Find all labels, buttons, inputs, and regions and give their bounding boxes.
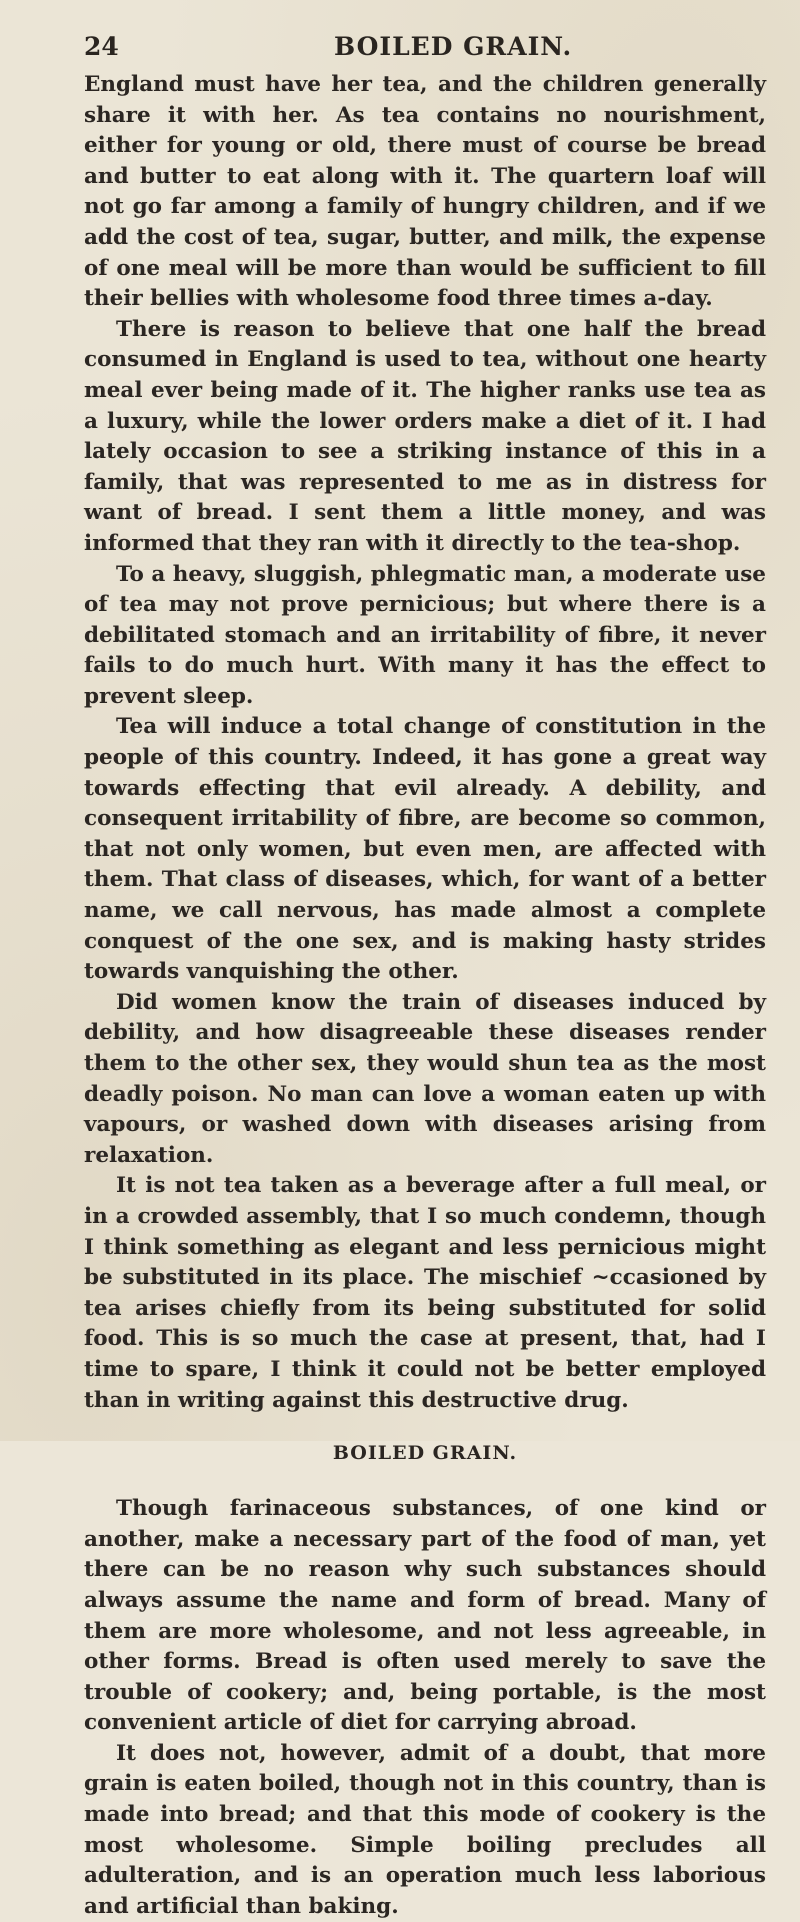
paragraph: It does not, however, admit of a doubt, that more grain is eaten boiled, though not in this country, than is made into bread; and that this mode of cookery is the most wholesome. Simple boiling precludes all adulteration, and is an operation much less laborious and artificial than baking.: [84, 1740, 766, 1919]
page-number: 24: [84, 32, 119, 61]
running-head: BOILED GRAIN.: [334, 32, 573, 61]
paragraph: Though farinaceous substances, of one kind or another, make a necessary part of the food of man, yet there can be no reason why such substances should always assume the name and form of bread. Many of them are more wholesome, and not less agreeable, in other forms. Bread is often used merely to save the trouble of cookery; and, being portable, is the most convenient article of diet for carrying abroad.: [84, 1496, 766, 1736]
paragraph: Did women know the train of diseases induced by debility, and how disagreeable these diseases render them to the other sex, they would shun tea as the most deadly poison. No man can love a woman eaten up with vapours, or washed down with diseases arising from relaxation.: [84, 989, 766, 1168]
page-header: [84, 32, 764, 62]
paragraph: To a heavy, sluggish, phlegmatic man, a moderate use of tea may not prove pernicious; but where there is a debilitated stomach and an irritability of fibre, it never fails to do much hurt. With many it has the effect to prevent sleep.: [84, 561, 766, 709]
body-text: [84, 70, 766, 1922]
section-heading: BOILED GRAIN.: [332, 1442, 518, 1465]
paragraph: There is reason to believe that one half the bread consumed in England is used to tea, without one hearty meal ever being made of it. The higher ranks use tea as a luxury, while the lower orders make a diet of it. I had lately occasion to see a striking instance of this in a family, that was represented to me as in distress for want of bread. I sent them a little money, and was informed that they ran with it directly to the tea-shop.: [84, 316, 766, 556]
paragraph: Tea will induce a total change of constitution in the people of this country. Indeed, it has gone a great way towards effecting that evil already. A debility, and consequent irritability of fibre, are become so common, that not only women, but even men, are affected with them. That class of diseases, which, for want of a better name, we call nervous, has made almost a complete conquest of the one sex, and is making hasty strides towards vanquishing the other.: [84, 714, 766, 985]
paragraph: It is not tea taken as a beverage after a full meal, or in a crowded assembly, that I so much condemn, though I think something as elegant and less pernicious might be substituted in its place. The mischief ~ccasioned by tea arises chiefly from its being substituted for solid food. This is so much the case at present, that, had I time to spare, I think it could not be better employed than in writing against this destructive drug.: [84, 1173, 766, 1413]
paragraph: England must have her tea, and the children generally share it with her. As tea contains no nourishment, either for young or old, there must of course be bread and butter to eat along with it. The quartern loaf will not go far among a family of hungry children, and if we add the cost of tea, sugar, butter, and milk, the expense of one meal will be more than would be sufficient to fill their bellies with wholesome food three times a-day.: [84, 72, 766, 312]
